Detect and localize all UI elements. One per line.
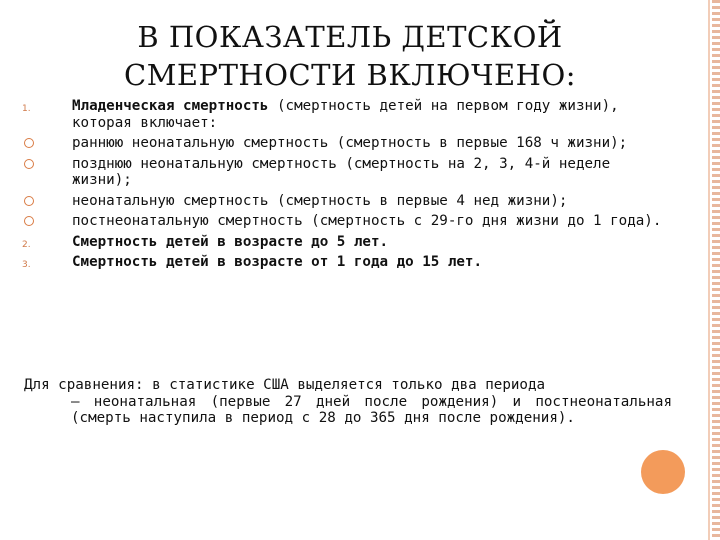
ring-bullet-icon	[24, 159, 34, 169]
comparison-continuation: — неонатальная (первые 27 дней после рождения) и постнеонатальная (смерть наступила в период с 28 до 365 дня после рождения).	[71, 393, 672, 426]
item-bold-text: Младенческая смертность	[72, 98, 269, 114]
comparison-first-line: Для сравнения: в статистике США выделяется только два периода	[24, 377, 546, 393]
list-number: 3.	[22, 260, 31, 270]
item-text: позднюю неонатальную смертность (смертность на 2, 3, 4-й неделе жизни);	[72, 155, 611, 188]
list-number: 1.	[22, 104, 31, 114]
ring-bullet-icon	[24, 196, 34, 206]
ring-bullet-icon	[24, 138, 34, 148]
slide-frame-line	[708, 0, 710, 540]
list-item-1-to-15	[22, 254, 672, 271]
item-bold-text: Смертность детей в возрасте от 1 года до 15 лет.	[72, 254, 482, 270]
decorative-orange-circle	[641, 450, 685, 494]
list-item-late-neonatal	[22, 156, 672, 189]
list-item-early-neonatal	[22, 135, 672, 152]
ring-bullet-icon	[24, 216, 34, 226]
list-item-infant	[22, 98, 672, 131]
item-text: (смертность детей на первом году жизни), которая включает:	[72, 98, 619, 131]
item-bold-text: Смертность детей в возрасте до 5 лет.	[72, 233, 389, 250]
list-number: 2.	[22, 239, 31, 250]
slide-frame-border	[712, 0, 720, 540]
title-line-1: В ПОКАЗАТЕЛЬ ДЕТСКОЙ	[137, 20, 563, 54]
item-text: неонатальную смертность (смертность в первые 4 нед жизни);	[72, 192, 568, 209]
list-item-under-5	[22, 234, 672, 251]
list-item-postneonatal	[22, 213, 672, 230]
slide-title	[70, 18, 630, 94]
item-text: постнеонатальную смертность (смертность с 29-го дня жизни до 1 года).	[72, 213, 662, 229]
list-item-neonatal	[22, 193, 672, 210]
item-text: раннюю неонатальную смертность (смертность в первые 168 ч жизни);	[72, 135, 628, 151]
title-line-2: СМЕРТНОСТИ ВКЛЮЧЕНО:	[124, 58, 576, 92]
mortality-list	[22, 98, 672, 275]
comparison-paragraph	[24, 377, 672, 427]
